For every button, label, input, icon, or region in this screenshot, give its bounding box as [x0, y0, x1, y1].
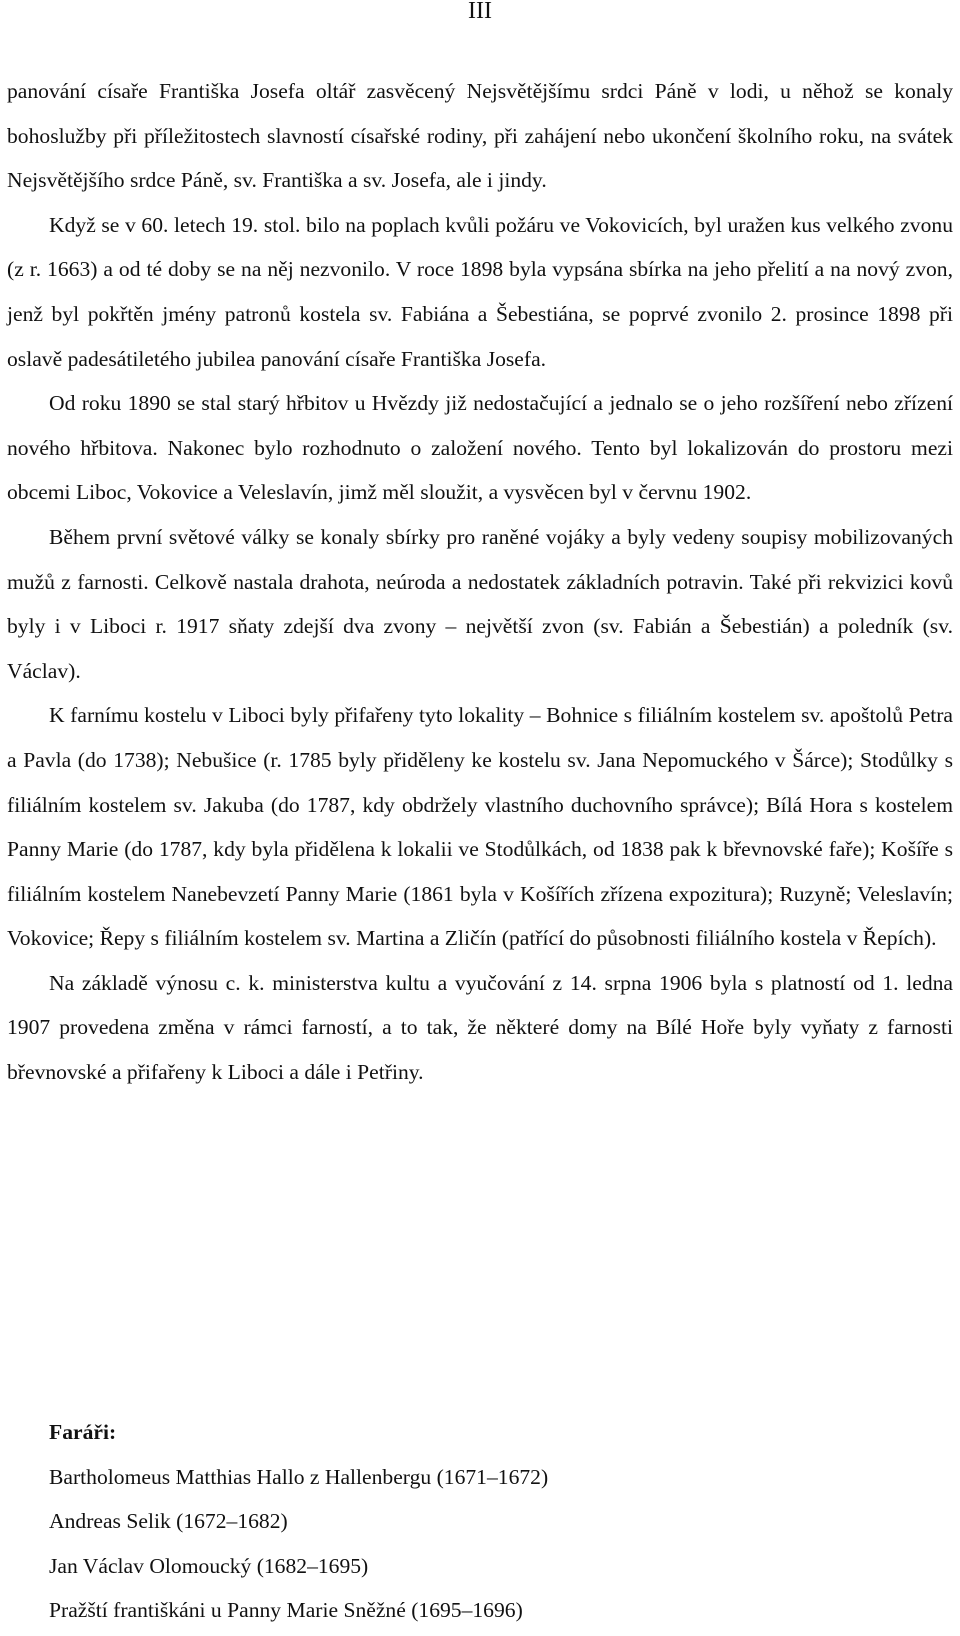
- body-text: [7, 69, 953, 1095]
- paragraph-1: panování císaře Františka Josefa oltář zasvěcený Nejsvětějšímu srdci Páně v lodi, u něhož se konaly bohoslužby při příležitostech slavností císařské rodiny, při zahájení nebo ukončení školního roku, na svátek Nejsvětějšího srdce Páně, sv. Františka a sv. Josefa, ale i jindy.: [7, 79, 953, 193]
- paragraph-3: Od roku 1890 se stal starý hřbitov u Hvězdy již nedostačující a jednalo se o jeho rozšíření nebo zřízení nového hřbitova. Nakonec bylo rozhodnuto o založení nového. Tento byl lokalizován do prostoru mezi obcemi Liboc, Vokovice a Veleslavín, jimž měl sloužit, a vysvěcen byl v červnu 1902.: [7, 391, 953, 505]
- priests-heading: Faráři:: [49, 1420, 117, 1444]
- paragraph-6: Na základě výnosu c. k. ministerstva kultu a vyučování z 14. srpna 1906 byla s platností od 1. ledna 1907 provedena změna v rámci farností, a to tak, že některé domy na Bílé Hoře byly vyňaty z farnosti břevnovské a přifařeny k Liboci a dále i Petřiny.: [7, 970, 953, 1085]
- priests-list: [49, 1455, 929, 1633]
- page-number: III: [468, 0, 492, 24]
- priests-section: [49, 1410, 929, 1633]
- priest-entry: Jan Václav Olomoucký (1682–1695): [49, 1553, 369, 1578]
- paragraph-2: Když se v 60. letech 19. stol. bilo na poplach kvůli požáru ve Vokovicích, byl uražen kus velkého zvonu (z r. 1663) a od té doby se na něj nezvonilo. V roce 1898 byla vypsána sbírka na jeho přelití a na nový zvon, jenž byl pokřtěn jmény patronů kostela sv. Fabiána a Šebestiána, se poprvé zvonilo 2. prosince 1898 při oslavě padesátiletého jubilea panování císaře Františka Josefa.: [7, 212, 953, 371]
- priest-entry: Pražští františkáni u Panny Marie Sněžné (1695–1696): [49, 1598, 523, 1623]
- priest-entry: Bartholomeus Matthias Hallo z Hallenbergu (1671–1672): [49, 1464, 549, 1489]
- paragraph-5: K farnímu kostelu v Liboci byly přifařeny tyto lokality – Bohnice s filiálním kostelem sv. apoštolů Petra a Pavla (do 1738); Nebušice (r. 1785 byly přiděleny ke kostelu sv. Jana Nepomuckého v Šárce); Stodůlky s filiálním kostelem sv. Jakuba (do 1787, kdy obdržely vlastního duchovního správce); Bílá Hora s kostelem Panny Marie (do 1787, kdy byla přidělena k lokalii ve Stodůlkách, od 1838 pak k břevnovské faře); Košíře s filiálním kostelem Nanebevzetí Panny Marie (1861 byla v Košířích zřízena expozitura); Ruzyně; Veleslavín; Vokovice; Řepy s filiálním kostelem sv. Martina a Zličín (patřící do působnosti filiálního kostela v Řepích).: [7, 703, 953, 951]
- priest-entry: Andreas Selik (1672–1682): [49, 1509, 288, 1534]
- paragraph-4: Během první světové války se konaly sbírky pro raněné vojáky a byly vedeny soupisy mobilizovaných mužů z farnosti. Celkově nastala drahota, neúroda a nedostatek základních potravin. Také při rekvizici kovů byly i v Liboci r. 1917 sňaty zdejší dva zvony – největší zvon (sv. Fabián a Šebestián) a poledník (sv. Václav).: [7, 524, 953, 683]
